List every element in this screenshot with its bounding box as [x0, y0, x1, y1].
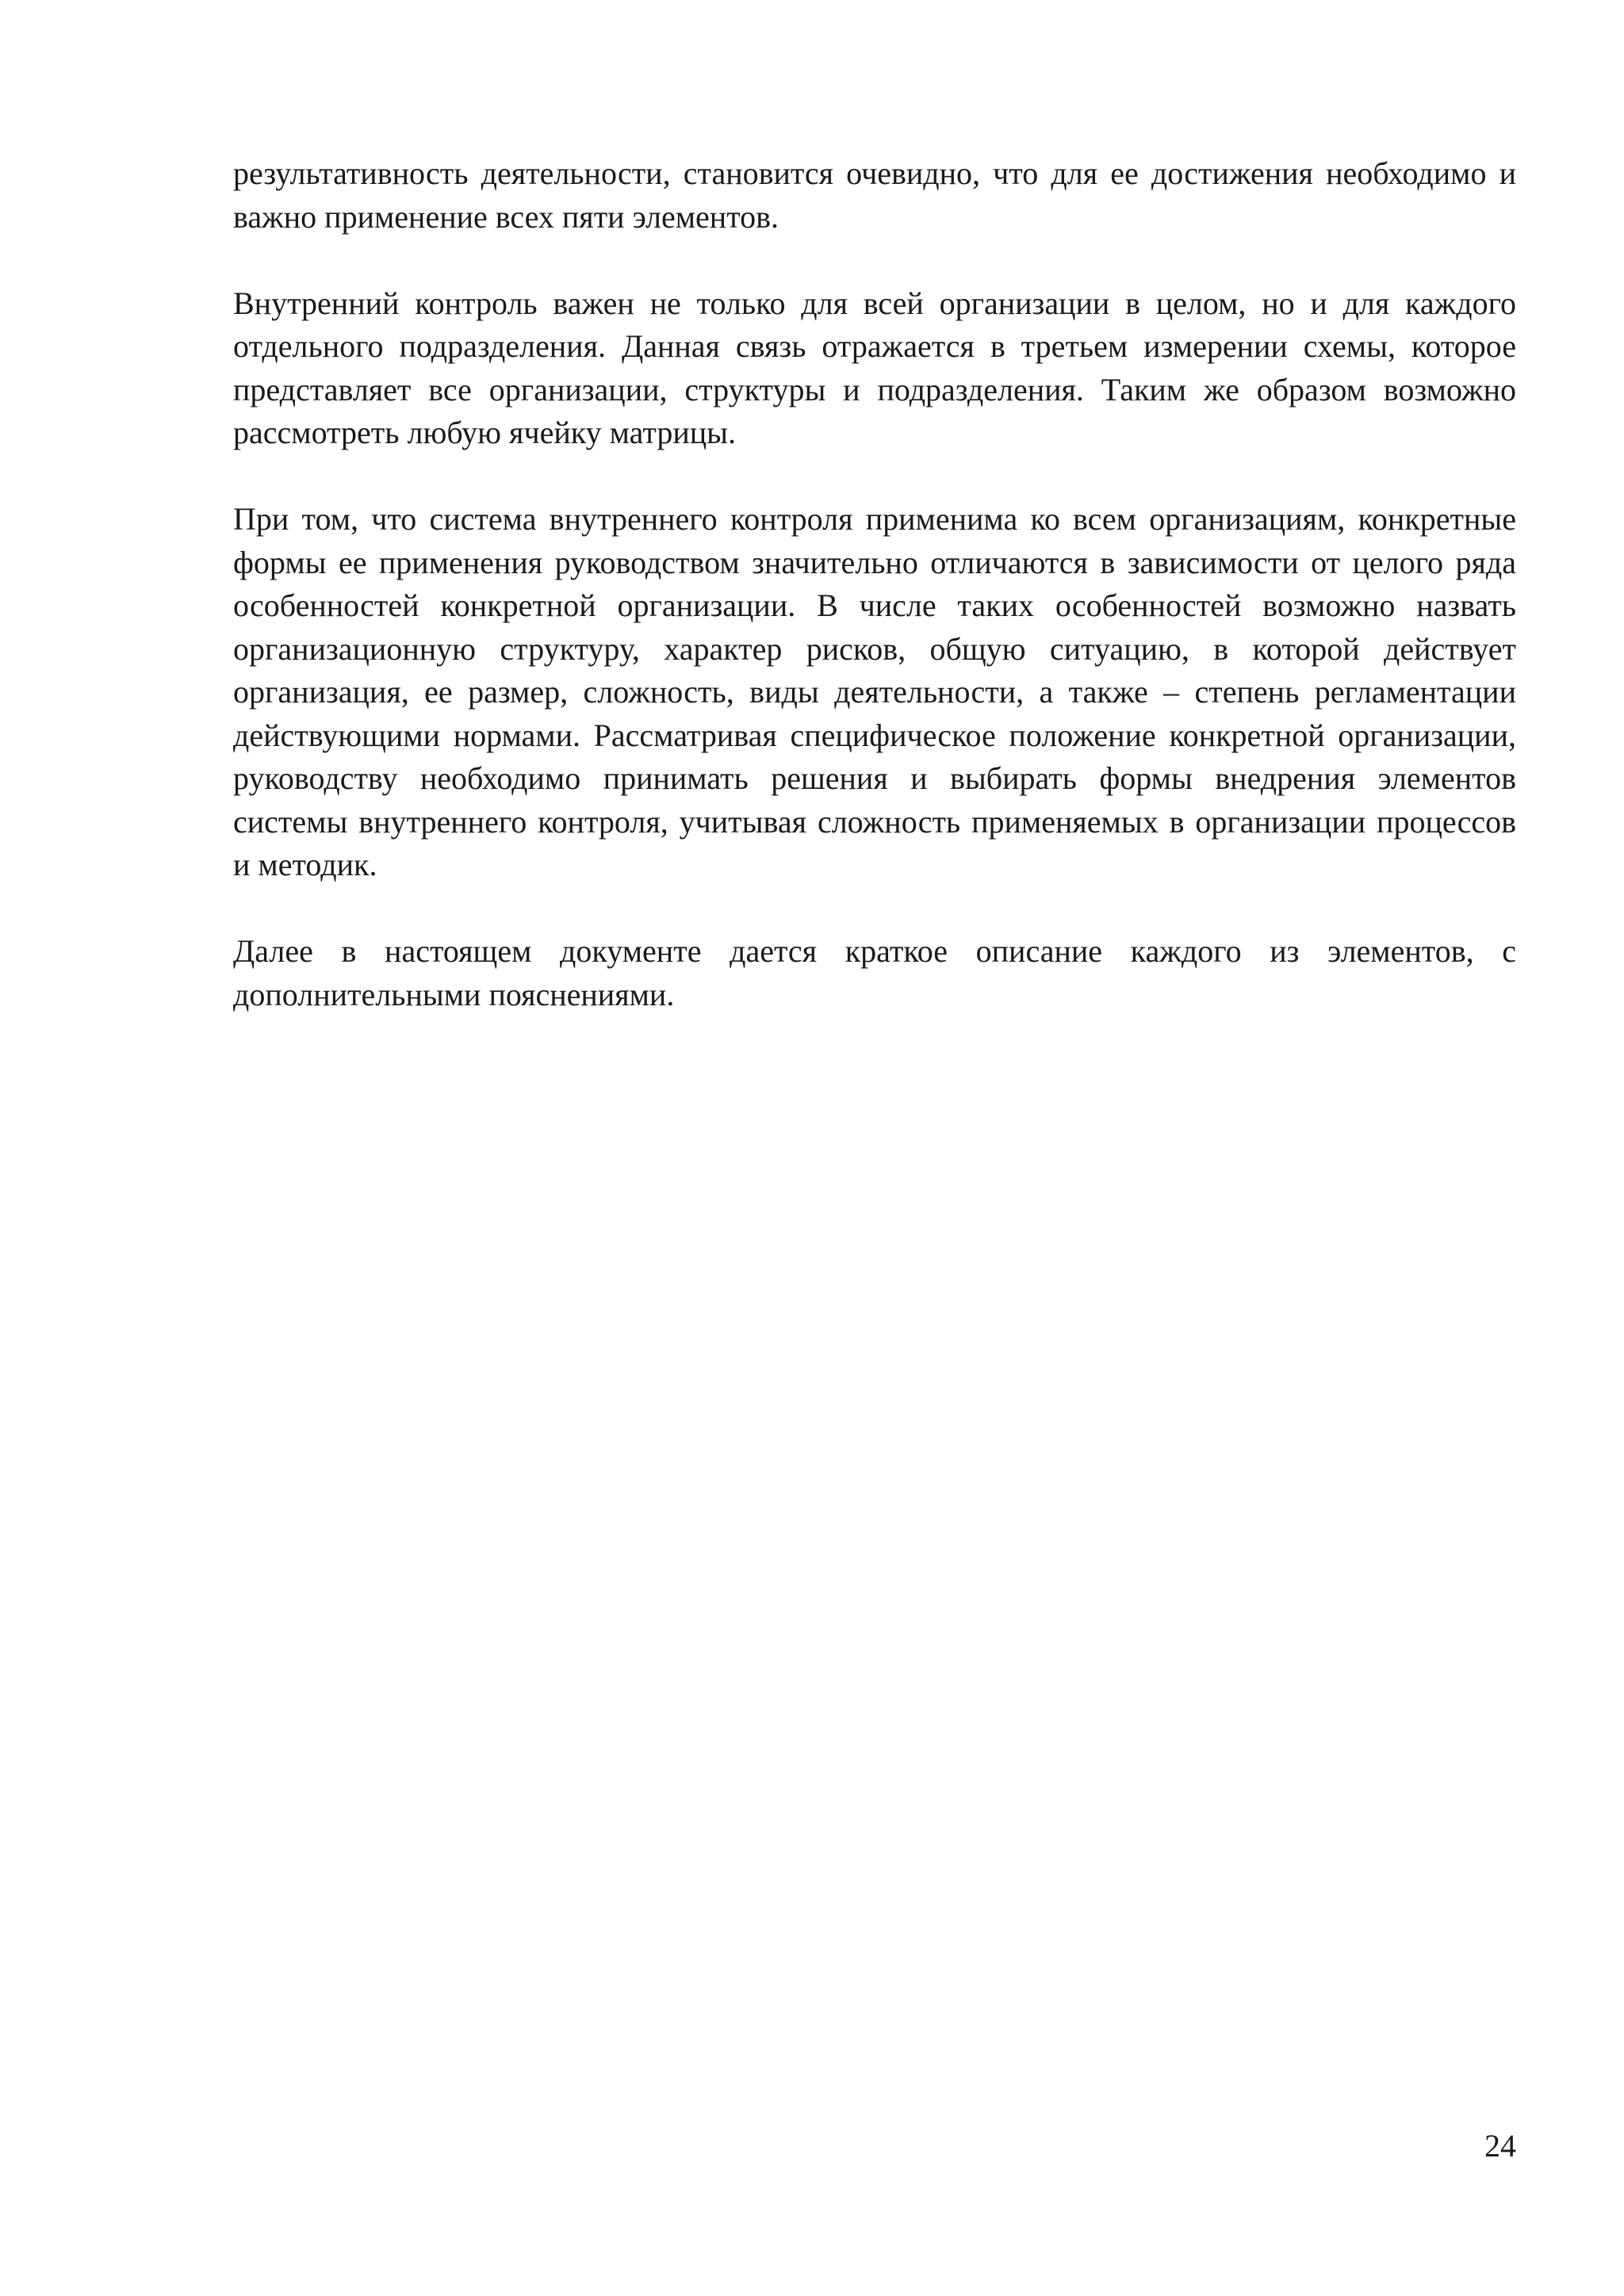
- paragraph-4: Далее в настоящем документе дается краткое описание каждого из элементов, с дополнительными пояснениями.: [233, 933, 1516, 1012]
- paragraph-1: результативность деятельности, становится очевидно, что для ее достижения необходимо и важно применение всех пяти элементов.: [233, 155, 1516, 235]
- page-number: 24: [1484, 2128, 1516, 2164]
- paragraph-2: Внутренний контроль важен не только для всей организации в целом, но и для каждого отдельного подразделения. Данная связь отражается в третьем измерении схемы, которое представляет все организации, структуры и подразделения. Таким же образом возможно рассмотреть любую ячейку матрицы.: [233, 285, 1516, 450]
- body-text: [233, 152, 1516, 1016]
- paragraph-3: При том, что система внутреннего контроля применима ко всем организациям, конкретные формы ее применения руководством значительно отличаются в зависимости от целого ряда особенностей конкретной организации. В числе таких особенностей возможно назвать организационную структуру, характер рисков, общую ситуацию, в которой действует организация, ее размер, сложность, виды деятельности, а также – степень регламентации действующими нормами. Рассматривая специфическое положение конкретной организации, руководству необходимо принимать решения и выбирать формы внедрения элементов системы внутреннего контроля, учитывая сложность применяемых в организации процессов и методик.: [233, 501, 1516, 882]
